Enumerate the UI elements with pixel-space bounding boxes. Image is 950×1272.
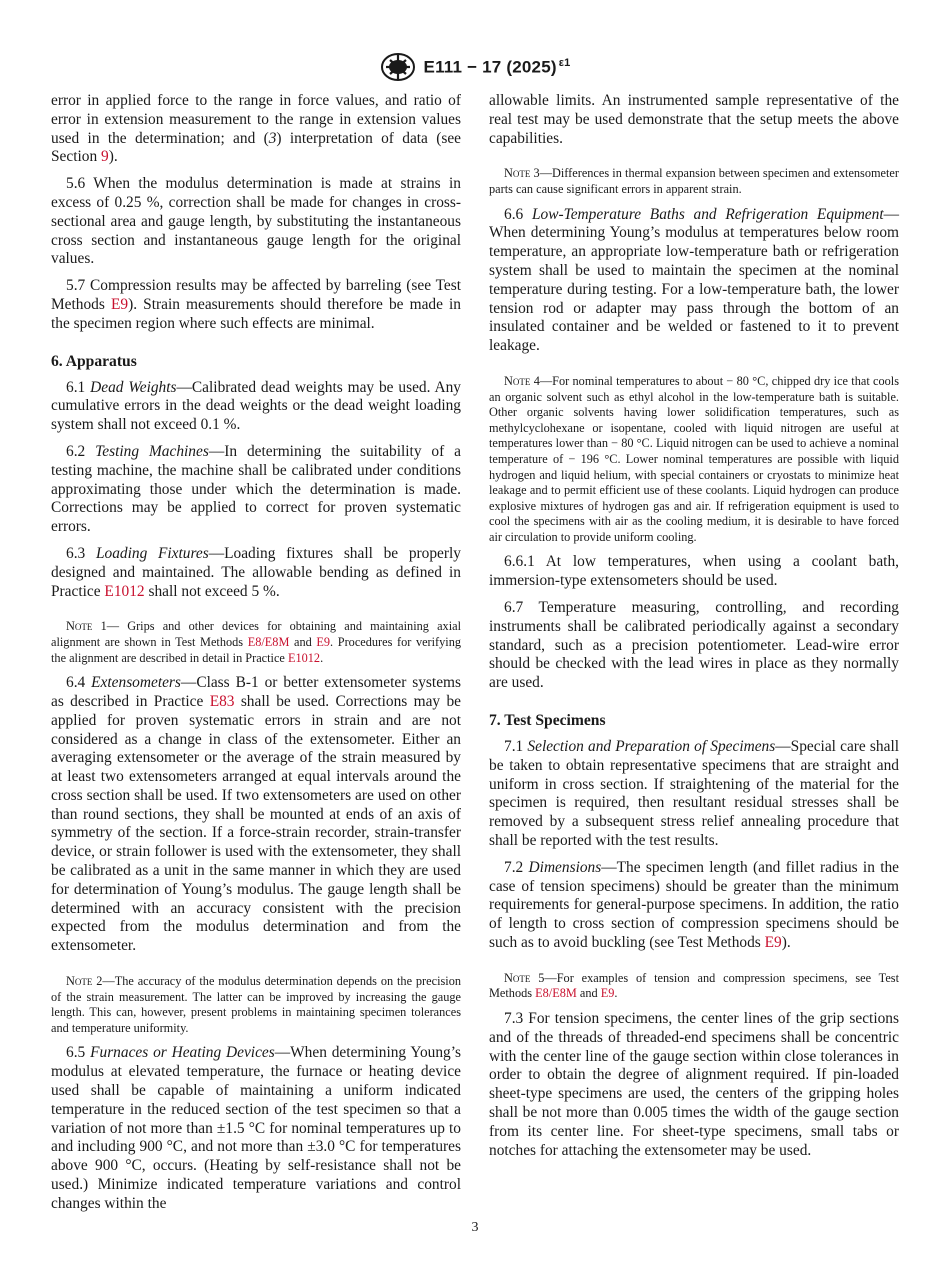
page-header [0, 52, 950, 87]
paragraph-6-6-1: 6.6.1 At low temperatures, when using a coolant bath, immersion-type extensometers should be used. [489, 553, 899, 590]
paragraph-6-7: 6.7 Temperature measuring, controlling, and recording instruments shall be calibrated periodically against a secondary standard, such as a precision potentiometer. Lead-wire error should be checked with the lead wires in place as they normally are used. [489, 599, 899, 692]
paragraph-6-6: 6.6 Low-Temperature Baths and Refrigeration Equipment—When determining Young’s modulus at temperatures below room temperature, an appropriate low-temperature bath or refrigeration system shall be used to maintain the specimen at the nominal temperature during testing. For a low-temperature bath, the lower tension rod or adapter may pass through the bottom of an insulated container and be welded or fastened to it to prevent leakage. [489, 205, 900, 355]
note-2: Note 2—The accuracy of the modulus determination depends on the precision of the strain measurement. The latter can be improved by increasing the gauge length. This can, however, present problems in maintaining specimen tolerances and temperature uniformity. [51, 974, 461, 1035]
paragraph-6-1: 6.1 Dead Weights—Calibrated dead weights may be used. Any cumulative errors in the dead weights or the dead weight loading system shall not exceed 0.1 %. [51, 378, 462, 434]
link-e9[interactable]: E9 [600, 986, 615, 1001]
page-number: 3 [471, 1220, 479, 1235]
link-section-9[interactable]: 9 [101, 148, 109, 166]
paragraph-6-3: 6.3 Loading Fixtures—Loading fixtures shall be properly designed and maintained. The allowable bending as defined in Practice E1012 shall not exceed 5 %. [51, 544, 461, 600]
paragraph-7-1: 7.1 Selection and Preparation of Specimens—Special care shall be taken to obtain representative specimens that are straight and uniform in cross section. If straightening of the material for the specimen is required, then resultant residual stresses shall be removed by a subsequent stress relief annealing procedure that shall be reported with the test results. [489, 738, 899, 850]
standard-designation: E111 − 17 (2025) $^{\varepsilon 1}$ [423, 56, 571, 77]
paragraph-5-7: 5.7 Compression results may be affected by barreling (see Test Methods E9). Strain measurements should therefore be made in the specimen region where such effects are minimal. [51, 277, 462, 332]
paragraph-6-4: 6.4 Extensometers—Class B-1 or better extensometer systems as described in Practice E83 shall be used. Corrections may be applied for proven systematic errors in strain and are not considered as a change in class of the extensometer. Either an averaging extensometer or the average of the strain measured by at least two extensometers arranged at equal intervals around the cross section shall be used. If two extensometers are used on other than round sections, they shall be mounted at ends of an axis of symmetry of the section. If a force-strain recorder, strain-transfer device, or strain follower is used with the extensometer, they shall be calibrated as a unit in the same manner in which they are used for determination of Young’s modulus. The gauge length shall be determined with an accuracy consistent with the precision expected from the modulus determination and from the extensometer. [51, 674, 461, 955]
note-3: Note 3—Differences in thermal expansion between specimen and extensometer parts can cause significant errors in apparent strain. [489, 166, 899, 196]
note-4: Note 4—For nominal temperatures to about − 80 °C, chipped dry ice that cools an organic solvent such as ethyl alcohol in the low-temperature bath is suitable. Other organic solvents having lower solidification temperatures, such as methylcyclohexane or isopentane, cooled with liquid nitrogen are useful at temperatures lower than − 80 °C. Liquid nitrogen can be used to achieve a nominal temperature of − 196 °C. Lower nominal temperatures are possible with liquid hydrogen and liquid helium, with special containers or cryostats to minimize heat leakage and to permit efficient use of these coolants. Liquid hydrogen can produce explosive mixtures of hydrogen gas and air. If refrigeration equipment is used to cool the specimens with air as the cooling medium, it is desirable to have forced air circulation to provide uniform cooling. [489, 373, 899, 544]
paragraph-6-2: 6.2 Testing Machines—In determining the suitability of a testing machine, the machine shall be calibrated under conditions approximating those under which the determination is made. Corrections may be applied to correct for proven systematic errors. [51, 442, 461, 536]
link-e8-e8m[interactable]: E8/E8M [535, 986, 577, 1001]
paragraph-7-2: 7.2 Dimensions—The specimen length (and fillet radius in the case of tension specimens) should be greater than the minimum requirements for general-purpose specimens. In addition, the ratio of length to cross section of compression specimens should be such as to avoid buckling (see Test Methods E9). [489, 858, 900, 952]
link-e1012[interactable]: E1012 [287, 650, 321, 665]
link-e9[interactable]: E9 [764, 934, 782, 952]
link-e83[interactable]: E83 [209, 692, 235, 710]
note-1: Note 1— Grips and other devices for obtaining and maintaining axial alignment are shown in Test Methods E8/E8M and E9. Procedures for verifying the alignment are described in detail in Practice E1012. [51, 619, 462, 665]
astm-logo-icon [380, 52, 416, 82]
paragraph-7-3: 7.3 For tension specimens, the center lines of the grip sections and of the threads of threaded-end specimens shall be concentric with the center line of the gauge section within close tolerances in order to obtain the degree of alignment required. If pin-loaded sheet-type specimens are used, the centers of the gripping holes shall be not more than 0.005 times the width of the gauge section from its center line. For sheet-type specimens, small tabs or notches for attaching the extensometer may be used. [489, 1010, 899, 1159]
note-5: Note 5—For examples of tension and compression specimens, see Test Methods E8/E8M and E9. [489, 970, 899, 1001]
paragraph-6-5-continued: allowable limits. An instrumented sample representative of the real test may be used demonstrate that the setup meets the above capabilities. [489, 92, 899, 147]
section-heading-test-specimens: 7. Test Specimens [489, 712, 606, 730]
section-heading-apparatus: 6. Apparatus [51, 352, 137, 370]
link-e1012[interactable]: E1012 [104, 582, 145, 600]
right-column [489, 92, 899, 1160]
paragraph-5-6: 5.6 When the modulus determination is made at strains in excess of 0.25 %, correction shall be made for changes in cross-sectional area and gauge length, by substituting the instantaneous cross section and instantaneous gauge length for the original values. [51, 175, 461, 268]
link-e9[interactable]: E9 [316, 634, 331, 649]
paragraph-5-5-continued: error in applied force to the range in force values, and ratio of error in extension measurement to the range in extension values used in the determination; and (3) interpretation of data (see Section 9). [51, 92, 461, 166]
left-column [51, 92, 461, 1214]
paragraph-6-5: 6.5 Furnaces or Heating Devices—When determining Young’s modulus at elevated temperature, the furnace or heating device used shall be capable of maintaining a uniform indicated temperature in the reduced section of the test specimen so that a variation of not more than ±1.5 °C for nominal temperatures up to and including 900 °C, and not more than ±3.0 °C for temperatures above 900 °C, occurs. (Heating by self-resistance shall not be used.) Minimize indicated temperature variations and control changes within the [51, 1044, 461, 1212]
link-e9[interactable]: E9 [110, 295, 129, 313]
link-e8-e8m[interactable]: E8/E8M [247, 634, 290, 649]
